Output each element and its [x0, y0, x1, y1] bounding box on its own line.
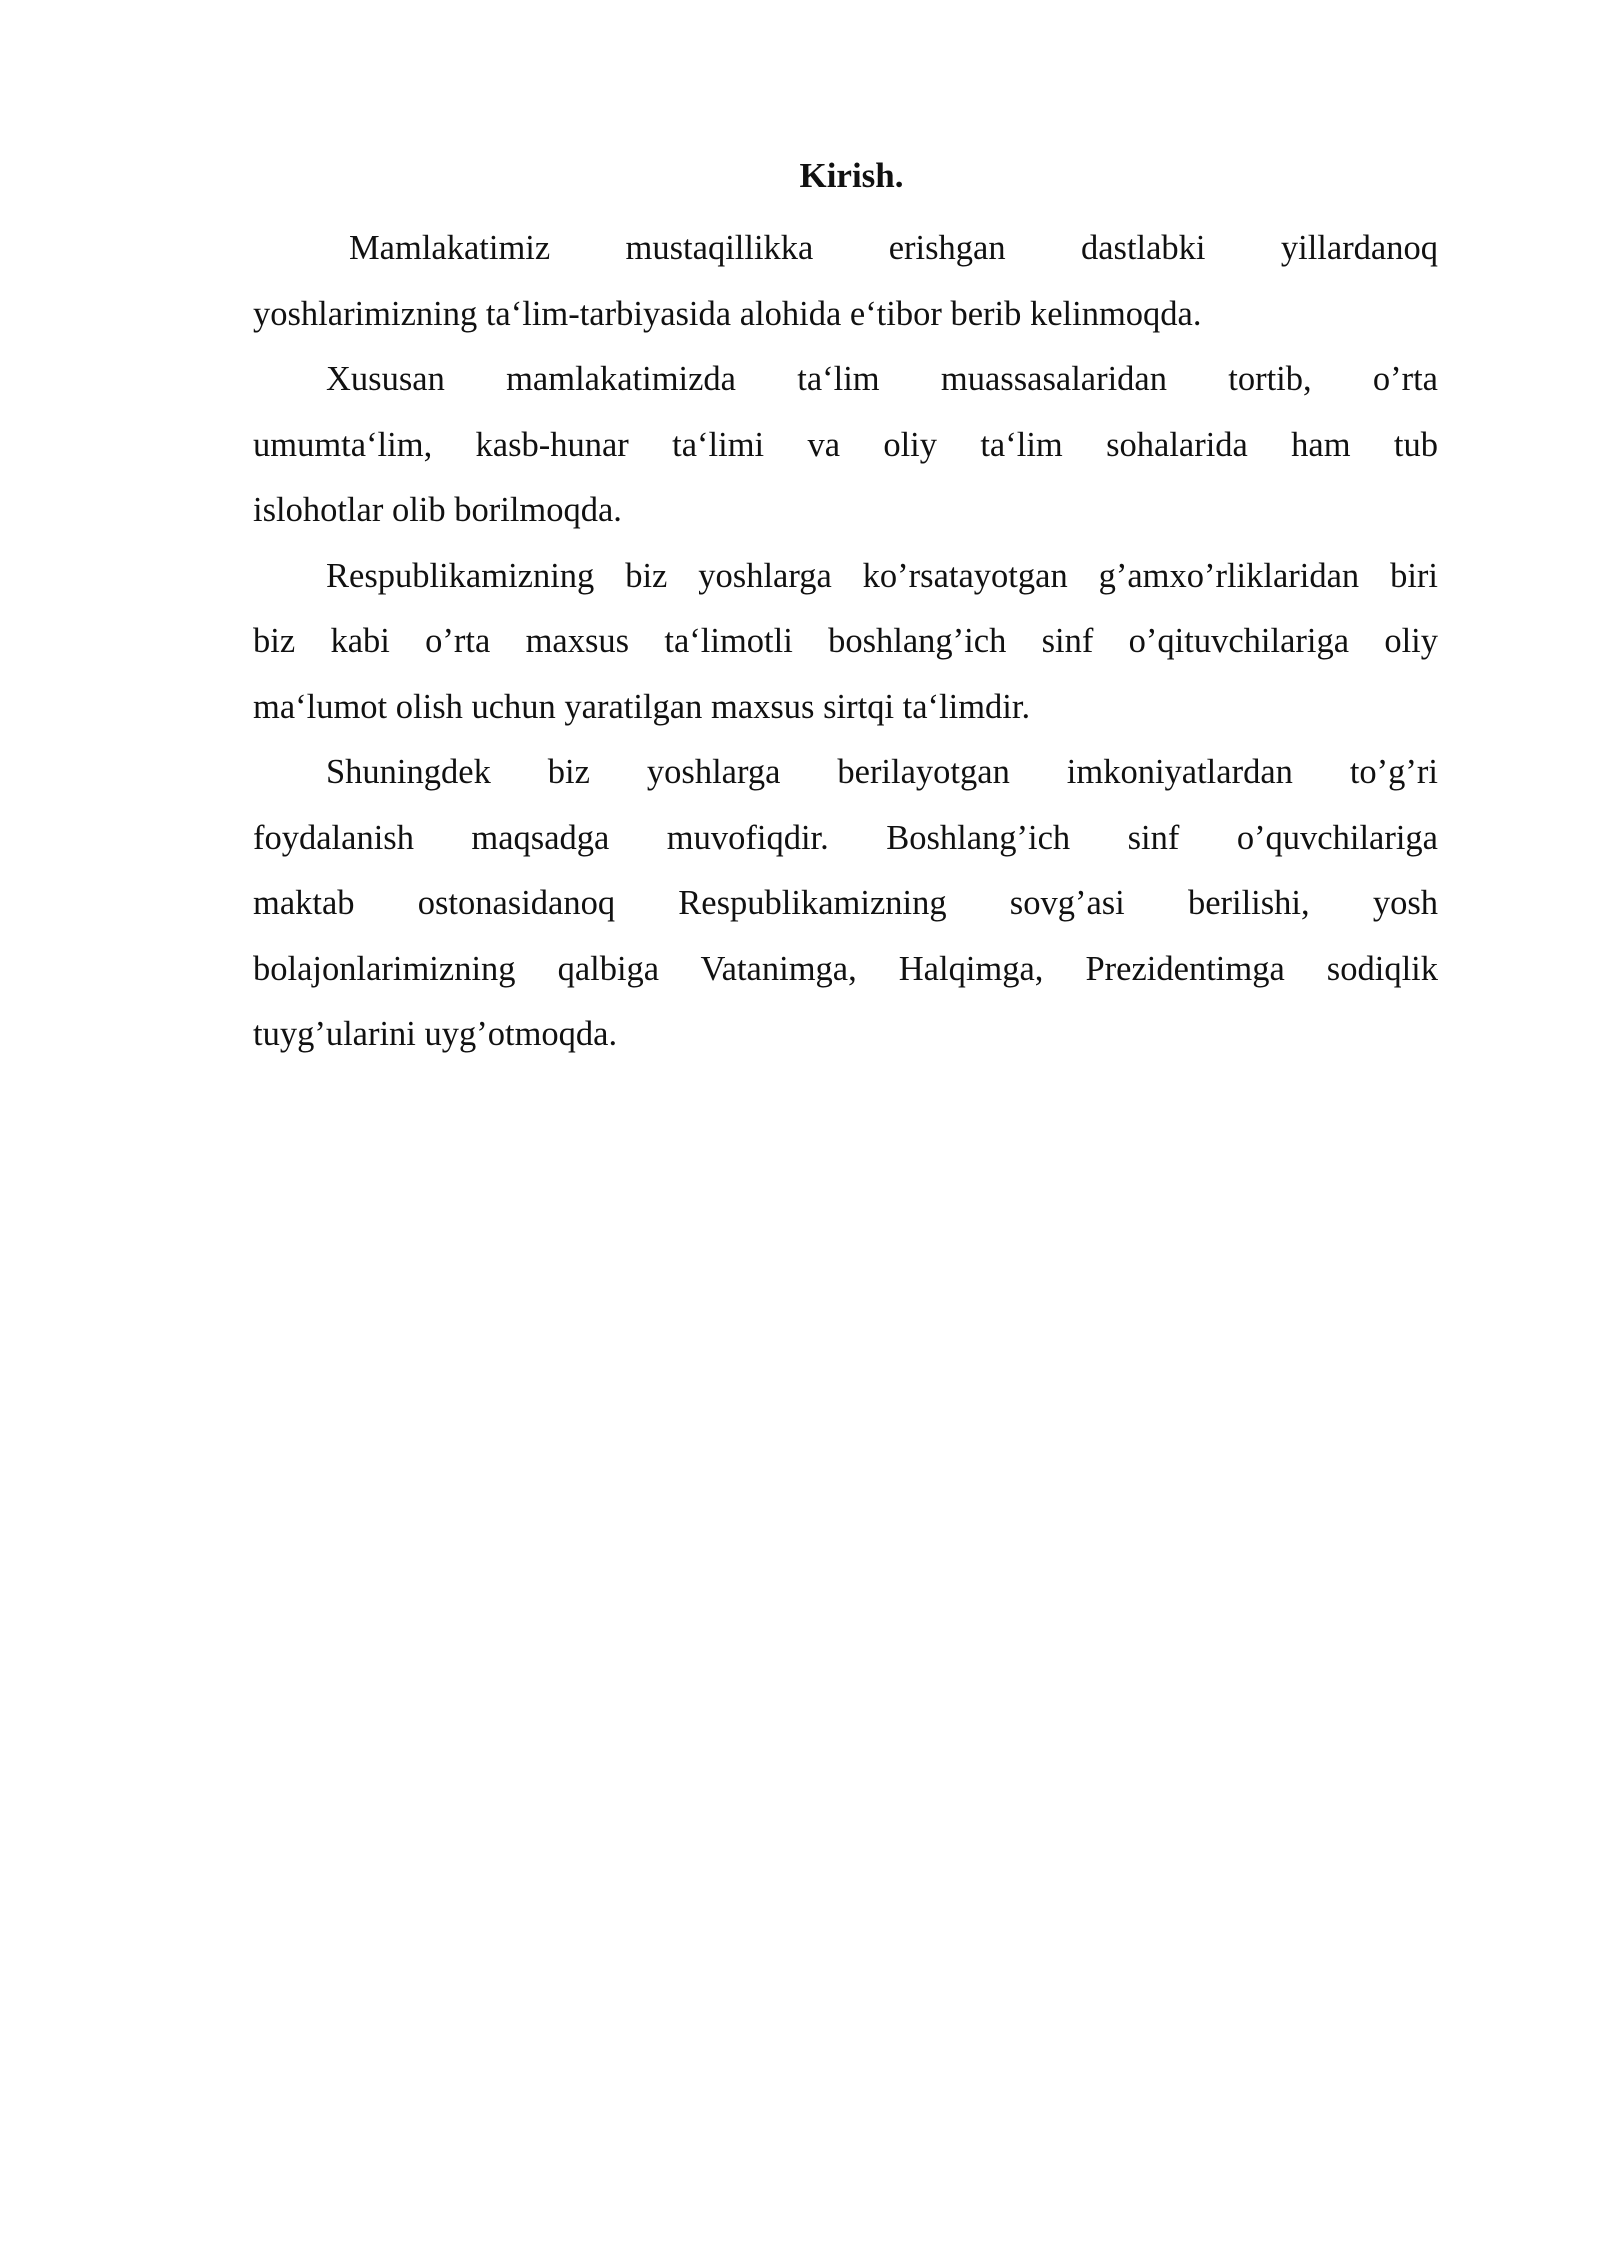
text-line: Mamlakatimiz mustaqillikka erishgan dastlabki yillardanoq — [349, 229, 1438, 267]
text-line: ma‘lumot olish uchun yaratilgan maxsus sirtqi ta‘limdir. — [253, 687, 1031, 726]
paragraph-3 — [253, 544, 1438, 741]
text-line: foydalanish maqsadga muvofiqdir. Boshlang’ich sinf o’quvchilariga — [253, 818, 1438, 857]
paragraph-2 — [253, 347, 1438, 544]
text-line: Respublikamizning biz yoshlarga ko’rsatayotgan g’amxo’rliklaridan biri — [326, 556, 1438, 595]
text-line: Xususan mamlakatimizda ta‘lim muassasalaridan tortib, o’rta — [326, 360, 1438, 398]
text-line: umumta‘lim, kasb-hunar ta‘limi va oliy ta‘lim sohalarida ham tub — [253, 425, 1438, 464]
document-body — [253, 150, 1438, 1068]
document-title: Kirish. — [799, 156, 904, 195]
text-line: bolajonlarimizning qalbiga Vatanimga, Halqimga, Prezidentimga sodiqlik — [253, 949, 1438, 988]
text-line: Shuningdek biz yoshlarga berilayotgan imkoniyatlardan to’g’ri — [326, 753, 1438, 791]
text-line: islohotlar olib borilmoqda. — [253, 491, 622, 529]
text-line: maktab ostonasidanoq Respublikamizning sovg’asi berilishi, yosh — [253, 884, 1438, 922]
text-line: tuyg’ularini uyg’otmoqda. — [253, 1015, 618, 1053]
text-line: yoshlarimizning ta‘lim-tarbiyasida alohida e‘tibor berib kelinmoqda. — [253, 294, 1202, 333]
paragraph-4 — [253, 740, 1438, 1068]
paragraph-1 — [253, 216, 1438, 347]
text-line: biz kabi o’rta maxsus ta‘limotli boshlang’ich sinf o’qituvchilariga oliy — [253, 622, 1438, 660]
